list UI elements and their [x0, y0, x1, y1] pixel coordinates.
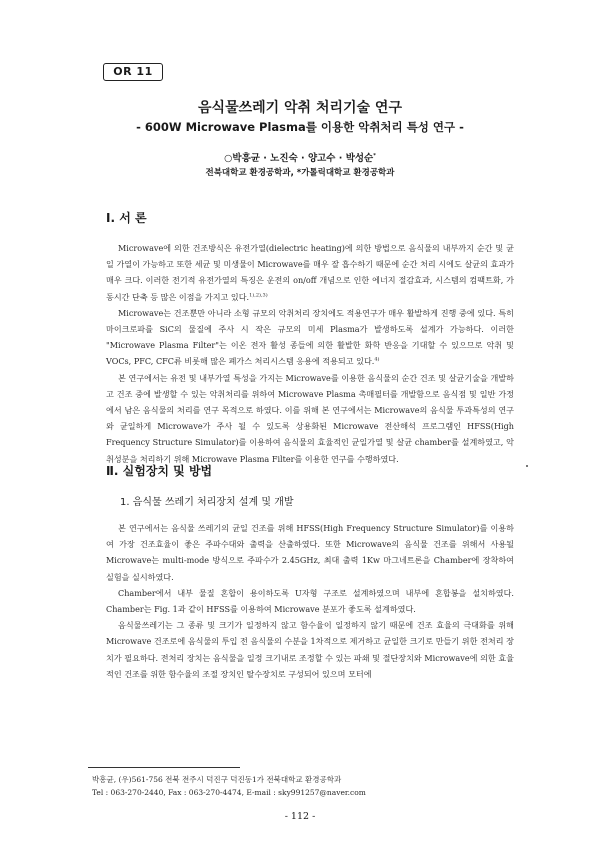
paragraph: Microwave에 의한 건조방식은 유전가열(dielectric heating)에 의한 방법으로 음식물의 내부까지 순간 및 균일 가열이 가능하고 또한 세균 및 미생물이 Microwave를 매우 잘 흡수하기 때문에 순간 처리 시에도 살균의 효과가 매우 크다. 이러한 전기적 유전가열의 특징은 운전의 on/off 개념으로 인한 에너지 절감효과, 시스템의 컴팩트화, 가동시간 단축 등 많은 이점을 가지고 있다.$^{1),2),3)}$ [106, 243, 514, 302]
subsection-heading: 1. 음식물 쓰레기 처리장치 설계 및 개발 [120, 497, 294, 508]
paragraph: 본 연구에서는 유전 및 내부가열 특성을 가지는 Microwave를 이용한 음식물의 순간 건조 및 살균기술을 개발하고 건조 중에 발생할 수 있는 악취처리를 위하여 Microwave Plasma 촉매필터를 개발함으로 음식점 및 일반 가정에서 남은 음식물의 처리를 연구 목적으로 하였다. 이를 위해 본 연구에서는 Microwave의 음식물 투과특성의 연구와 균일하게 Microwave가 주사 될 수 있도록 상용화된 Microwave 전산해석 프로그램인 HFSS(High Frequency Structure Simulator)를 이용하여 음식물의 효율적인 균일가열 및 살균 chamber를 설계하였고, 악취성분을 처리하기 위해 Microwave Plasma Filter를 이용한 연구를 수행하였다. [106, 372, 514, 464]
methods-body [106, 520, 514, 682]
citation: 4) [374, 356, 380, 363]
page-number: - 112 - [284, 811, 316, 822]
footnote-address: 박흥균, (우)561-756 전북 전주시 덕진구 덕진동1가 전북대학교 환경공학과 [92, 775, 342, 784]
footnote-divider [88, 767, 240, 768]
paper-subtitle: - 600W Microwave Plasma를 이용한 악취처리 특성 연구 - [136, 120, 464, 134]
citation: 1),2),3) [249, 291, 268, 298]
section-heading-introduction: Ⅰ. 서 론 [106, 211, 147, 225]
affiliation: 전북대학교 환경공학과, *가톨릭대학교 환경공학과 [205, 168, 395, 178]
paragraph: Chamber에서 내부 물질 혼합이 용이하도록 U자형 구조로 설계하였으며 내부에 혼합봉을 설치하였다. Chamber는 Fig. 1과 같이 HFSS를 이용하여 Microwave 분포가 좋도록 설계하였다. [106, 587, 514, 615]
paper-title: 음식물쓰레기 악취 처리기술 연구 [198, 100, 402, 116]
author-list [0, 150, 600, 164]
footnote-contact: Tel : 063-270-2440, Fax : 063-270-4474, E-mail : sky991257@naver.com [92, 788, 366, 797]
introduction-body [106, 240, 514, 467]
session-code-label: OR 11 [103, 63, 163, 81]
paragraph: Microwave는 건조뿐만 아니라 소형 규모의 악취처리 장치에도 적용연구가 매우 활발하게 진행 중에 있다. 특히 마이크로파를 SiC의 물질에 주사 시 작은 규모의 미세 Plasma가 발생하도록 설계가 가능하다. 이러한 "Microwave Plasma Filter"는 이온 전자 활성 종들에 의한 활발한 화학 반응을 기대할 수 있으므로 악취 및 VOCs, PFC, CFC류 비롯해 많은 폐가스 처리시스템 응용에 적용되고 있다.$^{4)}$ [106, 307, 514, 367]
paragraph: 음식물쓰레기는 그 종류 및 크기가 일정하지 않고 함수율이 일정하지 않기 때문에 건조 효율의 극대화를 위해 Microwave 건조로에 음식물의 투입 전 음식물의 수분을 1차적으로 제거하고 균일한 크기로 만들기 위한 전처리 장치가 필요하다. 전처리 장치는 음식물을 일정 크기내로 조정할 수 있는 파쇄 및 절단장치와 Microwave에 의한 효율적인 건조를 위한 함수율의 조절 장치인 탈수장치로 구성되어 있으며 모터에 [106, 620, 514, 679]
section-heading-methods: Ⅱ. 실험장치 및 방법 [106, 464, 213, 478]
footnote [92, 773, 366, 799]
author-mark: * [373, 152, 376, 159]
paragraph: 본 연구에서는 음식물 쓰레기의 균일 건조를 위해 HFSS(High Frequency Structure Simulator)를 이용하여 가장 건조효율이 좋은 주파수대와 출력을 산출하였다. 또한 Microwave의 음식물 건조를 위해서 사용될 Microwave는 multi-mode 방식으로 주파수가 2.45GHz, 최대 출력 1Kw 마그네트론을 Chamber에 장착하여 실험을 실시하였다. [106, 523, 514, 582]
stray-mark [526, 465, 528, 467]
author-names: ○박흥균 · 노진숙 · 양고수 · 박성순 [224, 153, 374, 164]
